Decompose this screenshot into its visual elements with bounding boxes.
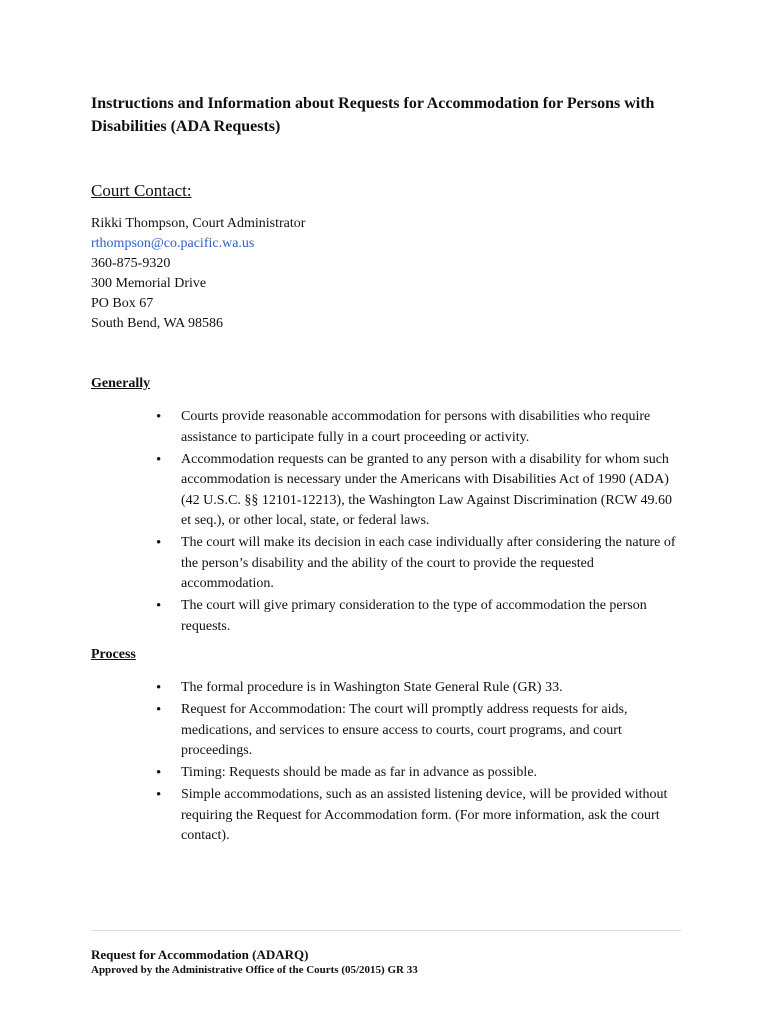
list-item: • Request for Accommodation: The court will promptly address requests for aids, medications, and services to ensure access to courts, court programs, and court proceedings. bbox=[155, 700, 680, 762]
list-item: • Timing: Requests should be made as far in advance as possible. bbox=[155, 763, 680, 784]
list-item: • The court will make its decision in each case individually after considering the nature of the person’s disability and the ability of the court to provide the requested accommodation. bbox=[155, 533, 680, 595]
footer bbox=[91, 946, 418, 978]
process-list bbox=[155, 678, 680, 848]
contact-address-line3: South Bend, WA 98586 bbox=[91, 316, 223, 331]
court-contact-heading: Court Contact: bbox=[91, 181, 192, 200]
generally-heading: Generally bbox=[91, 376, 151, 391]
list-item: • The formal procedure is in Washington State General Rule (GR) 33. bbox=[155, 678, 680, 699]
list-item: • Courts provide reasonable accommodation for persons with disabilities who require assistance to participate fully in a court proceeding or activity. bbox=[155, 407, 680, 448]
contact-address-line1: 300 Memorial Drive bbox=[91, 276, 207, 291]
footer-form-name: Request for Accommodation (ADARQ) bbox=[91, 947, 309, 962]
contact-email-link[interactable]: rthompson@co.pacific.wa.us bbox=[91, 236, 255, 251]
list-item: • Accommodation requests can be granted to any person with a disability for whom such accommodation is necessary under the Americans with Disabilities Act of 1990 (ADA) (42 U.S.C. §§ 12101-12213), the Washington Law Against Discrimination (RCW 49.60 et seq.), or other local, state, or federal laws. bbox=[155, 450, 680, 532]
list-item: • Simple accommodations, such as an assisted listening device, will be provided without requiring the Request for Accommodation form. (For more information, ask the court contact). bbox=[155, 785, 680, 847]
contact-address-line2: PO Box 67 bbox=[91, 296, 154, 311]
generally-list bbox=[155, 407, 680, 639]
process-heading: Process bbox=[91, 647, 136, 662]
footer-approval: Approved by the Administrative Office of the Courts (05/2015) GR 33 bbox=[91, 964, 418, 976]
court-contact-block bbox=[91, 214, 305, 334]
contact-name: Rikki Thompson, Court Administrator bbox=[91, 216, 306, 231]
contact-phone: 360-875-9320 bbox=[91, 256, 171, 271]
page-title: Instructions and Information about Requests for Accommodation for Persons with Disabilities (ADA Requests) bbox=[91, 95, 655, 135]
list-item: • The court will give primary consideration to the type of accommodation the person requests. bbox=[155, 596, 680, 637]
footer-divider bbox=[91, 930, 681, 931]
